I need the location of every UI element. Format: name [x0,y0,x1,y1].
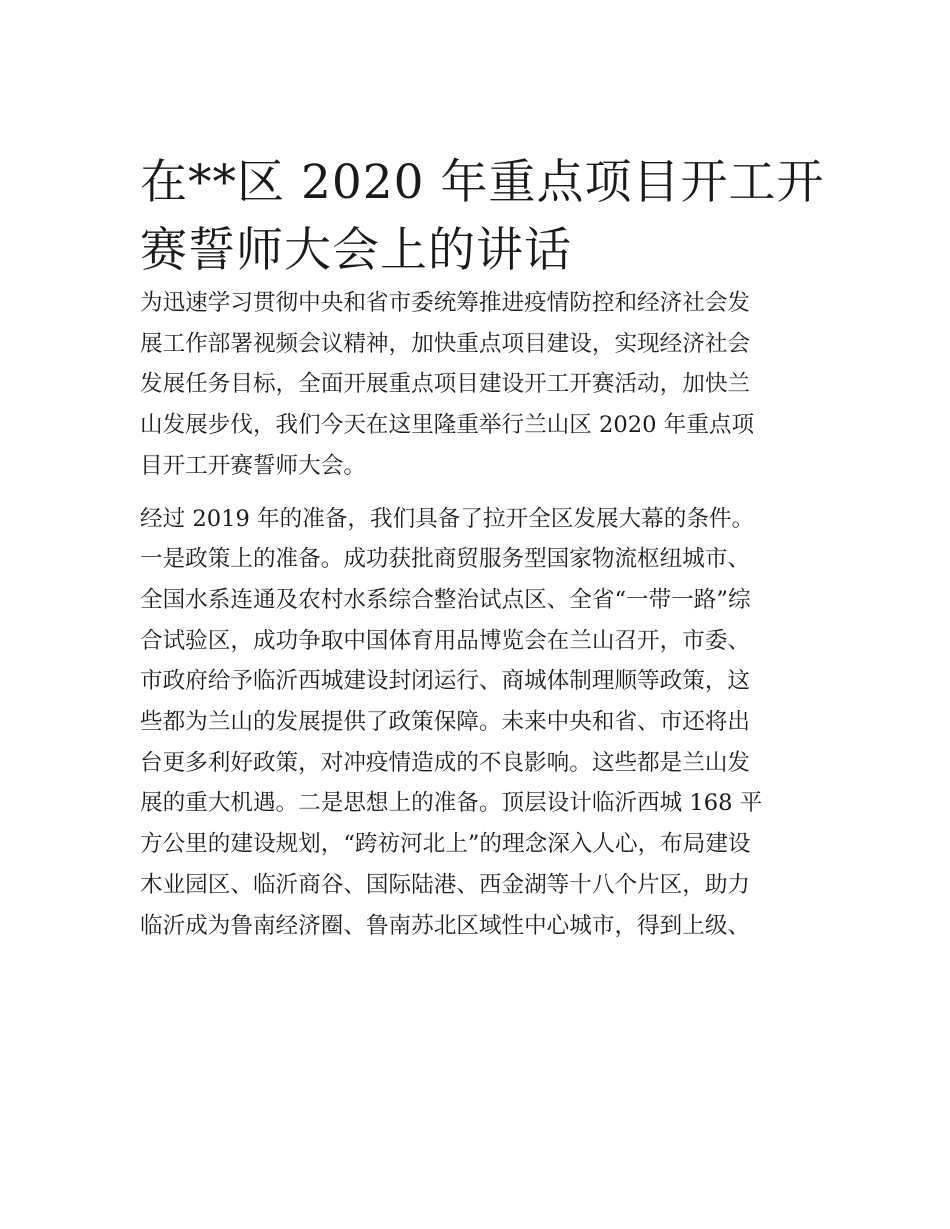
text-line: 方公里的建设规划，“跨祊河北上”的理念深入人心，布局建设 [140,831,751,858]
text-line: 木业园区、临沂商谷、国际陆港、西金湖等十八个片区，助力 [140,871,751,898]
text-line: 临沂成为鲁南经济圈、鲁南苏北区域性中心城市，得到上级、 [140,912,751,939]
paragraph-intro [140,283,820,487]
document-body [140,283,820,946]
title-line: 在**区 2020 年重点项目开工开 [140,155,825,211]
text-line: 些都为兰山的发展提供了政策保障。未来中央和省、市还将出 [140,709,751,736]
paragraph-preparations [140,499,820,947]
text-line: 山发展步伐，我们今天在这里隆重举行兰山区 2020 年重点项 [140,412,755,439]
text-line: 市政府给予临沂西城建设封闭运行、商城体制理顺等政策，这 [140,668,751,695]
text-line: 展的重大机遇。二是思想上的准备。顶层设计临沂西城 168 平 [140,790,763,817]
text-line: 发展任务目标，全面开展重点项目建设开工开赛活动，加快兰 [140,371,751,398]
title-line: 赛誓师大会上的讲话 [140,223,572,279]
text-line: 全国水系连通及农村水系综合整治试点区、全省“一带一路”综 [140,586,751,613]
document-title [140,149,825,285]
text-line: 为迅速学习贯彻中央和省市委统筹推进疫情防控和经济社会发 [140,290,751,316]
text-line: 一是政策上的准备。成功获批商贸服务型国家物流枢纽城市、 [140,546,751,573]
text-line: 目开工开赛誓师大会。 [140,452,366,479]
text-line: 经过 2019 年的准备，我们具备了拉开全区发展大幕的条件。 [140,505,755,532]
text-line: 合试验区，成功争取中国体育用品博览会在兰山召开，市委、 [140,627,751,654]
text-line: 台更多利好政策，对冲疫情造成的不良影响。这些都是兰山发 [140,749,751,776]
text-line: 展工作部署视频会议精神，加快重点项目建设，实现经济社会 [140,330,751,357]
